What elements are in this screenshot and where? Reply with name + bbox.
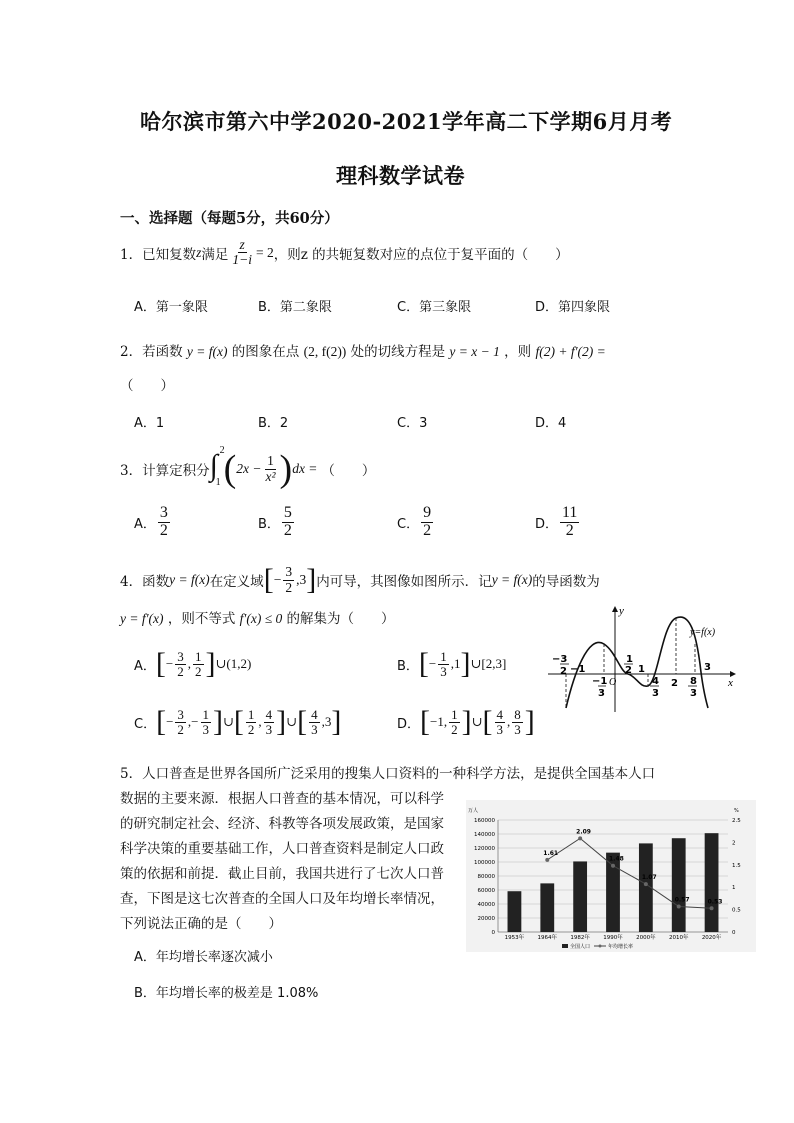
x-tick-label: 1953年 <box>504 935 525 941</box>
q4-d-f3d: 3 <box>514 721 521 737</box>
left-tick-label: 140000 <box>474 832 495 838</box>
q3-integrand: 2x − <box>236 461 262 476</box>
growth-rate-label: 2.09 <box>576 828 591 836</box>
q4-line2-b: ，则不等式 <box>167 611 236 627</box>
q4-d-f2d: 3 <box>496 721 504 737</box>
q5-line7: 下列说法正确的是（ ） <box>120 916 282 932</box>
q4-c-f4n: 4 <box>265 706 273 722</box>
left-tick-label: 20000 <box>477 916 495 922</box>
q2-paren: （ ） <box>120 378 174 394</box>
q4-d-f2n: 4 <box>496 706 504 722</box>
q1-option-d: D．第四象限 <box>535 300 611 315</box>
q4-c-f1n: 3 <box>177 706 184 722</box>
left-tick-label: 60000 <box>477 888 495 894</box>
q2-option-c: C．3 <box>397 416 428 431</box>
q3-a-num: 3 <box>159 504 168 521</box>
q4-deriv: y = f′(x) <box>120 611 164 626</box>
tick-8-3: 8 <box>690 676 697 687</box>
x-tick-label: 2020年 <box>701 935 722 941</box>
tick-4-3-den: 3 <box>652 688 659 699</box>
right-tick-label: 1 <box>732 885 736 892</box>
question-3: 3．计算定积分 ∫ 2 1 ( 2x − $\frac{1}{\text{x²}}$ ) dx = （ ） <box>120 445 376 490</box>
graph-y-arrow <box>612 606 618 612</box>
q3-b-num: 5 <box>283 504 292 521</box>
q4-option-c: C． [ − $\frac{3}{2}$ ,− $\frac{1}{3}$ ] ∪ [ $\frac{1}{2}$ , $\frac{4}{3}$ ] ∪ [ $\frac{4}{3}$ ,3 ] <box>134 705 342 738</box>
question-4: 4．函数 y = f(x) 在定义域 [ − $\frac{3}{2}$ ,3 ] 内可导，其图像如图所示．记 y = f(x) 的导函数为 <box>120 563 600 596</box>
q3-option-d <box>535 505 581 540</box>
legend-line-dot <box>599 945 602 948</box>
q4-a-f1d: 2 <box>177 663 184 679</box>
q3-option-b <box>258 505 296 540</box>
q4-d-f1n: 1 <box>451 706 458 722</box>
q1-frac-den: 1−i <box>232 252 252 268</box>
x-tick-label: 1982年 <box>570 935 590 941</box>
q4-line2-c: 的解集为（ ） <box>286 611 395 627</box>
tick-neg-3-2: −3 <box>552 654 568 665</box>
growth-rate-label: 1.48 <box>609 855 624 863</box>
q4-option-d: D． [ −1, $\frac{1}{2}$ ] ∪ [ $\frac{4}{3}$ , $\frac{8}{3}$ ] <box>397 705 535 738</box>
growth-rate-label: 0.57 <box>674 896 690 904</box>
left-tick-label: 120000 <box>474 846 495 852</box>
x-tick-label: 2010年 <box>668 935 689 941</box>
q2-mid3: ，则 <box>504 344 532 360</box>
q3-c-num: 9 <box>423 504 432 521</box>
growth-rate-label: 0.53 <box>707 898 723 906</box>
q4-a-f2d: 2 <box>195 663 202 679</box>
left-axis-unit: 万人 <box>468 808 479 814</box>
q3-c-den: 2 <box>423 521 432 539</box>
q3-d-num: 11 <box>562 504 578 521</box>
function-graph <box>540 604 740 716</box>
tick-4-3: 4 <box>652 676 659 687</box>
q4-c-tail: ,3 <box>321 714 332 729</box>
tick-1-2: 1 <box>626 654 633 665</box>
q4-b-label: B． <box>397 658 419 674</box>
right-tick-label: 2.5 <box>732 818 741 824</box>
q3-option-a <box>134 505 172 540</box>
q1-prefix: 1．已知复数 <box>120 246 197 263</box>
q3-b-label: B． <box>258 516 280 532</box>
tick-8-3-den: 3 <box>690 688 697 699</box>
question-2 <box>120 340 606 360</box>
growth-rate-point <box>545 858 549 862</box>
integral-sign: ∫ 2 1 <box>209 445 225 488</box>
section-heading: 一、选择题（每题5分，共60分） <box>120 210 339 227</box>
tick-neg-1: −1 <box>570 664 586 675</box>
population-bar <box>573 861 587 932</box>
q3-d-label: D． <box>535 516 559 532</box>
q1-suffix: ，则z 的共轭复数对应的点位于复平面的（ ） <box>273 246 569 263</box>
q4-a-f1n: 3 <box>177 648 184 664</box>
left-tick-label: 40000 <box>477 902 495 908</box>
q3-c-label: C． <box>397 516 420 532</box>
right-axis-unit: % <box>734 808 739 814</box>
q4-suffix: 内可导，其图像如图所示．记 <box>316 574 492 590</box>
tick-neg-3-2-den: 2 <box>560 666 567 677</box>
q4-dom-den: 2 <box>285 579 293 595</box>
q1-frac-num: z <box>239 237 245 252</box>
right-tick-label: 1.5 <box>732 862 741 869</box>
q5-line3: 的研究制定社会、经济、科教等各项发展政策，是国家 <box>120 816 444 832</box>
q2-prefix: 2．若函数 <box>120 344 183 360</box>
q4-c-f3d: 2 <box>247 721 255 737</box>
growth-rate-point <box>644 882 648 886</box>
right-tick-label: 0.5 <box>732 907 741 914</box>
population-bar <box>540 883 554 932</box>
tick-1: 1 <box>638 664 645 675</box>
page-title: 哈尔滨市第六中学2020-2021学年高二下学期6月月考 <box>140 109 673 134</box>
q2-func: y = f(x) <box>186 344 228 359</box>
q4-option-b: B． [ − $\frac{1}{3}$ ,1 ] ∪[2,3] <box>397 647 507 680</box>
q4-d-f3n: 8 <box>514 706 521 722</box>
q4-a-f2n: 1 <box>195 648 202 664</box>
q5-line2: 数据的主要来源．根据人口普查的基本情况，可以科学 <box>120 791 444 807</box>
left-tick-label: 160000 <box>474 818 495 824</box>
q4-b-mid: ,1 <box>450 656 461 671</box>
growth-rate-point <box>578 836 582 840</box>
graph-y-label: y <box>619 605 624 617</box>
tick-3: 3 <box>704 662 711 673</box>
q4-dom-num: 3 <box>285 564 293 580</box>
right-tick-label: 2 <box>732 840 736 847</box>
population-bar <box>508 891 522 932</box>
curve-label: y=f(x) <box>690 627 716 638</box>
q1-z: z <box>196 244 202 260</box>
q2-line: y = x − 1 <box>449 344 500 359</box>
left-tick-label: 0 <box>491 930 495 936</box>
q5-line6: 查，下图是这七次普查的全国人口及年均增长率情况， <box>120 891 444 907</box>
q4-c-f5d: 3 <box>311 721 318 737</box>
q3-upper: 2 <box>219 445 225 456</box>
q4-func2: y = f(x) <box>491 572 533 587</box>
q5-line5: 策的依据和前提．截止目前，我国共进行了七次人口普 <box>120 866 444 882</box>
x-tick-label: 2000年 <box>636 935 656 941</box>
q4-option-a: A． [ − $\frac{3}{2}$ , $\frac{1}{2}$ ] ∪(1,2) <box>134 647 252 680</box>
question-4-line2 <box>120 607 395 627</box>
x-tick-label: 1964年 <box>537 935 558 941</box>
legend-bar-swatch <box>562 944 568 948</box>
q1-option-b: B．第二象限 <box>258 300 332 315</box>
q4-mid: 在定义域 <box>209 574 264 590</box>
left-tick-label: 80000 <box>477 874 495 880</box>
growth-rate-point <box>611 864 615 868</box>
left-tick-label: 100000 <box>474 860 495 866</box>
q1-mid: 满足 <box>201 246 229 263</box>
q2-mid: 的图象在点 <box>231 344 300 360</box>
q4-c-label: C． <box>134 716 157 732</box>
growth-rate-point <box>677 904 681 908</box>
q3-d-den: 2 <box>565 521 574 539</box>
q4-c-f1d: 2 <box>177 721 184 737</box>
q2-mid2: 处的切线方程是 <box>350 344 446 360</box>
q3-inner-den: x² <box>265 468 276 484</box>
graph-x-label: x <box>728 677 733 689</box>
q4-d-label: D． <box>397 716 421 732</box>
q3-b-den: 2 <box>283 521 292 539</box>
q5-option-a: A．年均增长率逐次减小 <box>134 950 273 965</box>
page-subtitle: 理科数学试卷 <box>336 163 465 188</box>
q4-c-f5n: 4 <box>311 706 318 722</box>
q3-dx: dx = <box>292 461 318 476</box>
q3-prefix: 3．计算定积分 <box>120 463 210 479</box>
right-tick-label: 0 <box>732 930 736 936</box>
q3-paren: （ ） <box>321 463 376 479</box>
q4-c-f2d: 3 <box>202 721 210 737</box>
q4-prefix: 4．函数 <box>120 574 170 590</box>
q4-c-f3n: 1 <box>247 706 255 722</box>
q3-lower: 1 <box>215 477 221 488</box>
tick-neg-1-3: −1 <box>592 676 608 687</box>
population-bar <box>672 838 686 932</box>
q1-option-c: C．第三象限 <box>397 300 472 315</box>
tick-2: 2 <box>671 678 678 689</box>
growth-rate-label: 1.61 <box>543 849 559 857</box>
population-chart <box>466 800 756 952</box>
growth-rate-label: 1.07 <box>641 874 657 882</box>
q4-ineq: f′(x) ≤ 0 <box>239 611 283 626</box>
q5-option-b: B．年均增长率的极差是 1.08% <box>134 986 319 1001</box>
q3-a-label: A． <box>134 516 156 532</box>
growth-rate-point <box>710 906 714 910</box>
q2-expr: f(2) + f′(2) = <box>535 344 606 359</box>
q2-option-d: D．4 <box>535 416 567 431</box>
q3-inner-num: 1 <box>267 453 274 469</box>
q3-a-den: 2 <box>159 521 168 539</box>
function-curve <box>566 617 708 708</box>
q3-option-c <box>397 505 435 540</box>
q4-a-label: A． <box>134 658 156 674</box>
q5-line4: 科学决策的重要基础工作，人口普查资料是制定人口政 <box>120 841 444 857</box>
q4-c-f2n: 1 <box>202 706 210 722</box>
q4-d-pre: −1, <box>430 714 448 729</box>
q4-b-f1d: 3 <box>440 663 447 679</box>
q4-suffix2: 的导函数为 <box>532 574 600 590</box>
legend-population: 全国人口 <box>570 944 591 950</box>
question-1 <box>120 238 569 267</box>
q1-fraction <box>230 238 254 267</box>
q1-eq: = 2 <box>255 244 274 260</box>
graph-origin: O <box>609 677 617 688</box>
q4-a-tail: ∪(1,2) <box>215 656 252 671</box>
tick-neg-1-3-den: 3 <box>598 688 605 699</box>
q4-dom-end: ,3 <box>296 572 307 587</box>
population-bar <box>705 833 719 932</box>
q2-option-a: A．1 <box>134 416 165 431</box>
legend-growth: 年均增长率 <box>608 944 634 950</box>
q3-inner-frac <box>263 454 277 483</box>
q4-d-f1d: 2 <box>451 721 458 737</box>
q2-point: (2, f(2)) <box>303 344 347 359</box>
q1-option-a: A．第一象限 <box>134 300 208 315</box>
q4-b-f1n: 1 <box>440 648 447 664</box>
x-tick-label: 1990年 <box>603 935 623 941</box>
tick-1-2-den: 2 <box>625 665 632 676</box>
q4-b-tail: ∪[2,3] <box>470 656 507 671</box>
q4-c-f4d: 3 <box>265 721 273 737</box>
q2-option-b: B．2 <box>258 416 289 431</box>
q5-line1: 5．人口普查是世界各国所广泛采用的搜集人口资料的一种科学方法，是提供全国基本人口 <box>120 766 656 782</box>
q4-func: y = f(x) <box>169 572 210 587</box>
